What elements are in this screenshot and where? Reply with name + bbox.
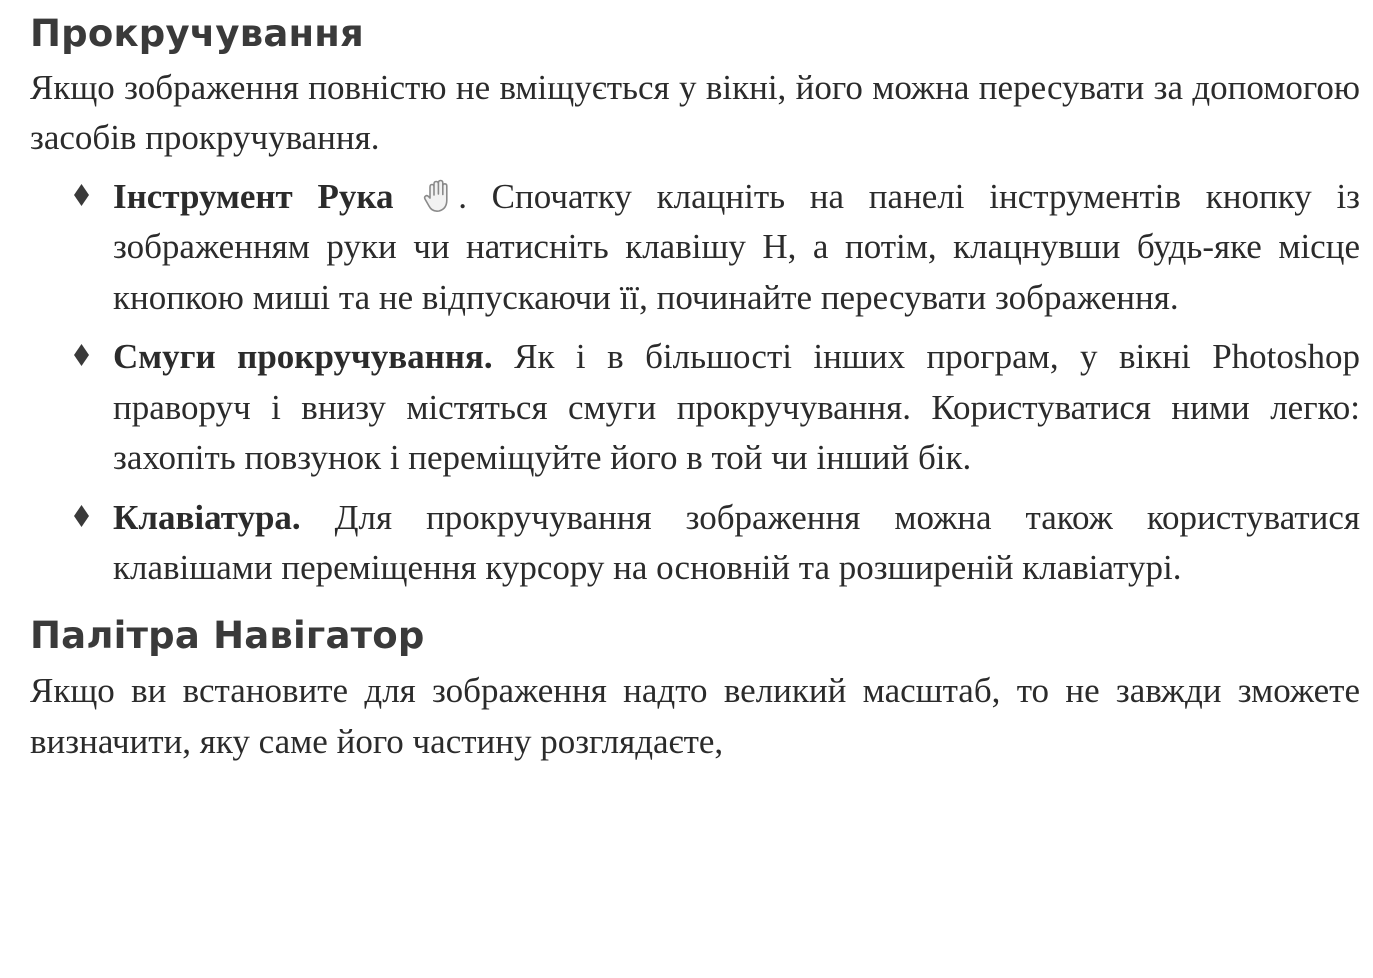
section-heading-scrolling: Прокручування (30, 12, 364, 55)
term-keyboard: Клавіатура. (113, 497, 301, 537)
intro-paragraph-navigator: Якщо ви встановите для зображення надто великий масштаб, то не завжди зможете визначити, яку саме його частину розглядаєте, (30, 671, 1360, 761)
diamond-icon (74, 184, 89, 206)
intro-paragraph-scrolling: Якщо зображення повністю не вміщується у вікні, його можна пересувати за допомогою засобів прокручування. (30, 67, 1360, 158)
list-item-hand-tool (30, 172, 1360, 324)
term-scrollbars: Смуги прокручування. (113, 337, 493, 377)
term-hand-tool: Інструмент Рука (113, 176, 394, 216)
hand-tool-description: . Спочатку клацніть на панелі інструментів кнопку із зображенням руки чи натисніть клавішу H, а потім, клацнувши будь-яке місце кнопкою миші та не відпускаючи її, починайте пересувати зображення. (113, 176, 1360, 317)
diamond-icon (74, 505, 89, 527)
section-heading-navigator: Палітра Навігатор (30, 613, 425, 657)
diamond-icon (74, 344, 89, 366)
list-item-text (113, 332, 1360, 484)
scrolling-methods-list (30, 172, 1360, 594)
document-page (30, 14, 1360, 767)
list-item-text (113, 172, 1360, 324)
list-item-keyboard (30, 493, 1360, 594)
keyboard-description: Для прокручування зображення можна також користуватися клавішами переміщення курсору на основній та розширеній клавіатурі. (113, 497, 1360, 588)
list-item-text (113, 493, 1360, 594)
scrollbars-description: Як і в більшості інших програм, у вікні Photoshop праворуч і внизу містяться смуги прокручування. Користуватися ними легко: захопіть повзунок і переміщуйте його в той чи інший бік. (113, 337, 1361, 478)
hand-tool-icon (420, 178, 456, 214)
list-item-scrollbars (30, 332, 1360, 484)
